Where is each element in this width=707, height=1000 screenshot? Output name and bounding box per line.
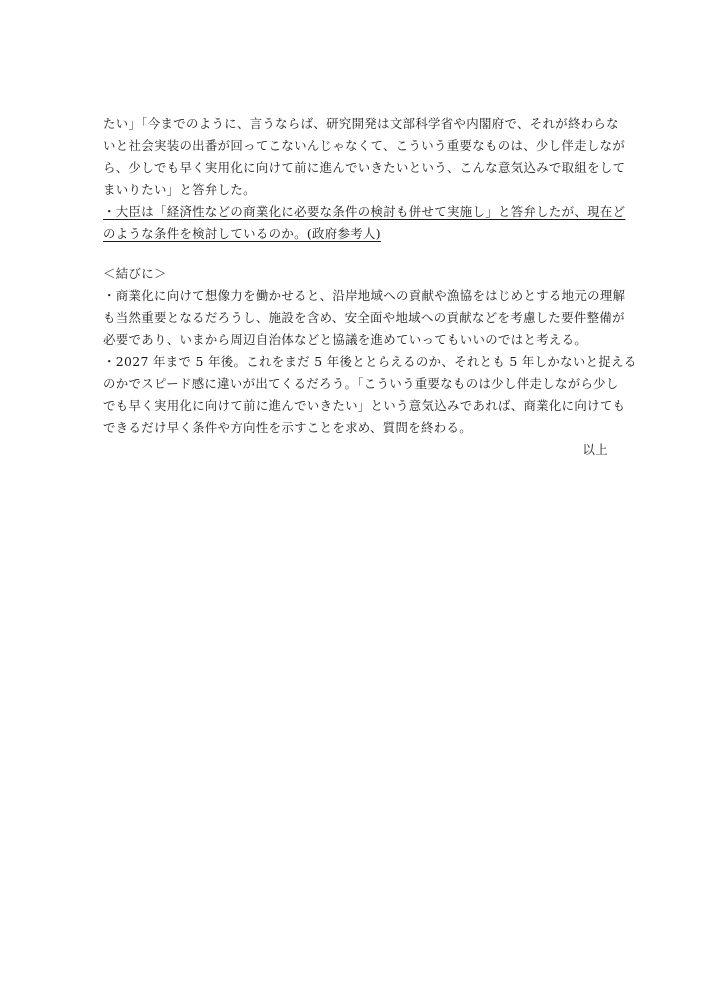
question-line-1 xyxy=(103,201,626,223)
question-text-2: のような条件を検討しているのか。(政府参考人) xyxy=(103,226,381,241)
conclusion-line-1: ・商業化に向けて想像力を働かせると、沿岸地域への貢献や漁協をはじめとする地元の理解 xyxy=(103,288,626,303)
continuation-line-1: たい」「今までのように、言うならば、研究開発は文部科学省や内閣府で、それが終わらな xyxy=(103,116,619,131)
closing-mark: 以上 xyxy=(582,442,608,457)
question-line-2 xyxy=(103,223,608,245)
continuation-line-2: いと社会実装の出番が回ってこないんじゃなくて、こういう重要なものは、少し伴走しなが xyxy=(103,138,626,153)
conclusion-line-2: も当然重要となるだろうし、施設を含め、安全面や地域への貢献などを考慮した要件整備が xyxy=(103,310,625,325)
section-spacer xyxy=(103,245,608,263)
continuation-line-3: ら、少しでも早く実用化に向けて前に進んでいきたいという、こんな意気込みで取組をして xyxy=(103,160,626,175)
conclusion-line-4: ・2027 年まで 5 年後。これをまだ 5 年後ととらえるのか、それとも 5 年しかないと捉える xyxy=(103,354,637,369)
document-body xyxy=(103,113,637,461)
conclusion-line-7: できるだけ早く条件や方向性を示すことを求め、質問を終わる。 xyxy=(103,420,472,435)
question-text-1: ・大臣は「経済性などの商業化に必要な条件の検討も併せて実施し」と答弁したが、現在ど xyxy=(103,204,626,219)
conclusion-line-6: でも早く実用化に向けて前に進んでいきたい」という意気込みであれば、商業化に向けても xyxy=(103,398,626,413)
conclusion-line-5: のかでスピード感に違いが出てくるだろう。「こういう重要なものは少し伴走しながら少し xyxy=(103,376,619,391)
conclusion-line-3: 必要であり、いまから周辺自治体などと協議を進めていってもいいのではと考える。 xyxy=(103,332,588,347)
continuation-line-4: まいりたい」と答弁した。 xyxy=(103,182,256,197)
conclusion-heading: ＜結びに＞ xyxy=(103,266,167,281)
